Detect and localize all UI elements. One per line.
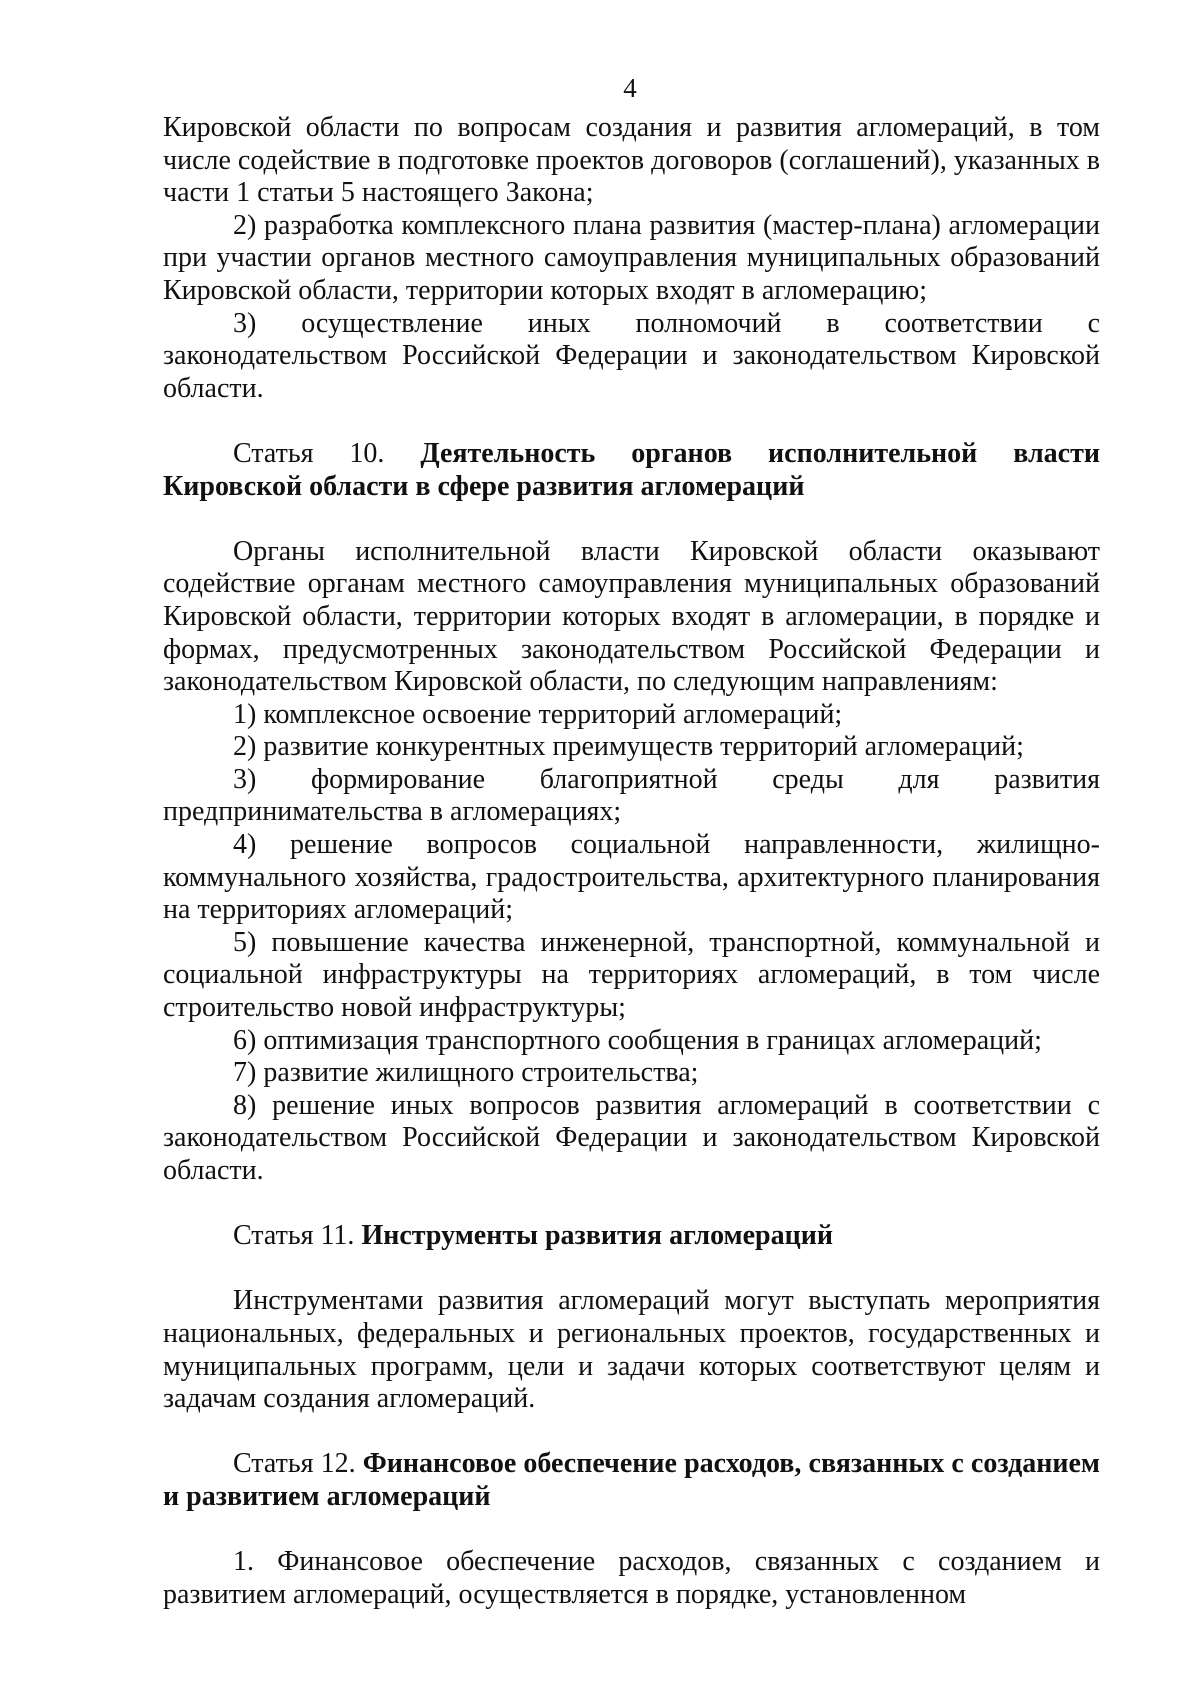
document-body xyxy=(163,112,1100,1611)
article-12-heading xyxy=(163,1448,1100,1513)
article-10-item-3: 3) формирование благоприятной среды для развития предпринимательства в агломерациях; xyxy=(163,763,1100,828)
article-10-heading xyxy=(163,438,1100,503)
page-number: 4 xyxy=(623,73,637,103)
spacer xyxy=(163,1416,1100,1449)
spacer xyxy=(163,503,1100,536)
spacer xyxy=(163,1253,1100,1286)
article-10-label: Статья 10. xyxy=(233,437,385,469)
spacer xyxy=(163,405,1100,438)
intro-paragraph: Кировской области по вопросам создания и развития агломераций, в том числе содействие в подготовке проектов договоров (соглашений), указанных в части 1 статьи 5 настоящего Закона; xyxy=(163,112,1100,209)
spacer xyxy=(163,1514,1100,1547)
article-10-item-4: 4) решение вопросов социальной направленности, жилищно-коммунального хозяйства, градостроительства, архитектурного планирования на территориях агломераций; xyxy=(163,829,1100,926)
intro-item-3: 3) осуществление иных полномочий в соответствии с законодательством Российской Федерации и законодательством Кировской области. xyxy=(163,307,1100,404)
spacer xyxy=(163,1188,1100,1221)
article-11-title: Инструменты развития агломераций xyxy=(361,1220,834,1252)
article-10-item-1: 1) комплексное освоение территорий агломераций; xyxy=(233,698,843,730)
article-10-item-8: 8) решение иных вопросов развития агломераций в соответствии с законодательством Российской Федерации и законодательством Кировской области. xyxy=(163,1089,1100,1186)
article-10-item-7: 7) развитие жилищного строительства; xyxy=(233,1057,699,1089)
article-10-lead: Органы исполнительной власти Кировской области оказывают содействие органам местного самоуправления муниципальных образований Кировской области, территории которых входят в агломерации, в порядке и формах, предусмотренных законодательством Российской Федерации и законодательством Кировской области, по следующим направлениям: xyxy=(163,535,1100,698)
article-10-item-2: 2) развитие конкурентных преимуществ территорий агломераций; xyxy=(233,731,1024,763)
article-12-body: 1. Финансовое обеспечение расходов, связанных с созданием и развитием агломераций, осуществляется в порядке, установленном xyxy=(163,1546,1100,1610)
intro-item-2: 2) разработка комплексного плана развития (мастер-плана) агломерации при участии органов местного самоуправления муниципальных образований Кировской области, территории которых входят в агломерацию; xyxy=(163,209,1100,306)
article-12-title: Финансовое обеспечение расходов, связанных с созданием и развитием агломераций xyxy=(163,1448,1100,1512)
article-10-item-5: 5) повышение качества инженерной, транспортной, коммунальной и социальной инфраструктуры на территориях агломераций, в том числе строительство новой инфраструктуры; xyxy=(163,926,1100,1024)
article-11-body: Инструментами развития агломераций могут выступать мероприятия национальных, федеральных и региональных проектов, государственных и муниципальных программ, цели и задачи которых соответствуют целям и задачам создания агломераций. xyxy=(163,1285,1100,1415)
article-10-title: Деятельность органов исполнительной власти Кировской области в сфере развития агломераций xyxy=(163,437,1100,502)
article-10-item-6: 6) оптимизация транспортного сообщения в границах агломераций; xyxy=(233,1024,1042,1056)
article-11-heading xyxy=(163,1220,1100,1253)
article-12-label: Статья 12. xyxy=(233,1448,356,1480)
article-11-label: Статья 11. xyxy=(233,1220,355,1252)
